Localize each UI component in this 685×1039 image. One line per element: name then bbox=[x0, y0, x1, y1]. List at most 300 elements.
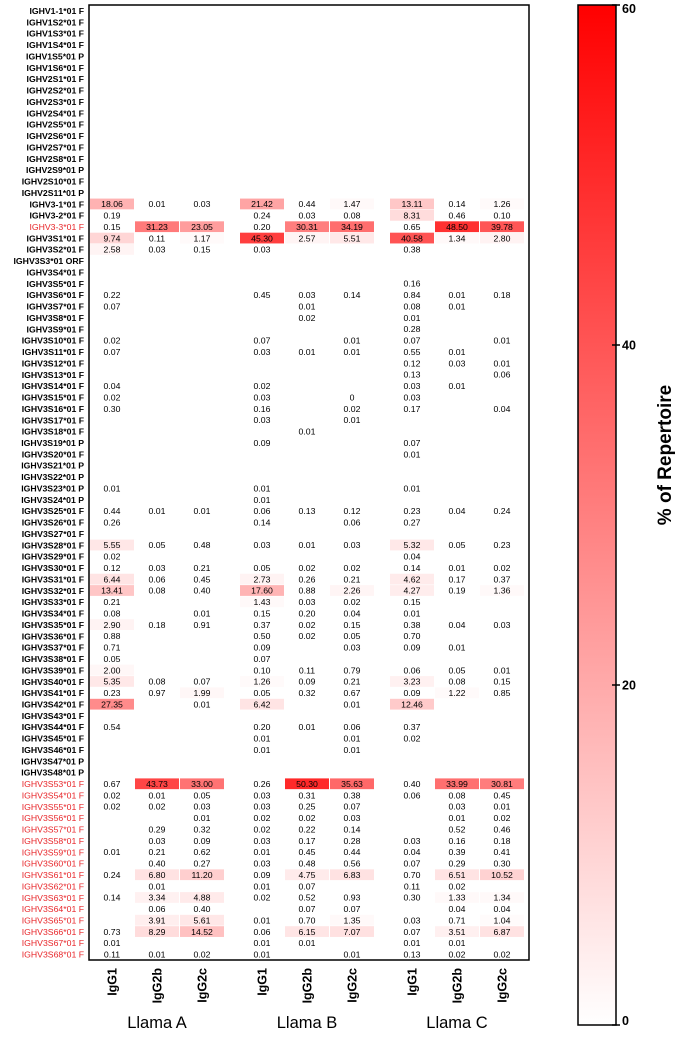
cell-value: 6.51 bbox=[448, 869, 466, 880]
cell-value: 0.03 bbox=[253, 540, 271, 551]
cell-value: 0.01 bbox=[343, 346, 361, 357]
row-label: IGHV3S38*01 F bbox=[21, 654, 84, 665]
cell-value: 0.29 bbox=[448, 858, 466, 869]
row-label: IGHV3S4*01 F bbox=[26, 267, 84, 278]
cell-value: 0.41 bbox=[493, 847, 511, 858]
cell-value: 0.38 bbox=[343, 790, 361, 801]
cell-value: 5.32 bbox=[403, 540, 421, 551]
cell-value: 3.51 bbox=[448, 926, 466, 937]
cell-value: 0.22 bbox=[298, 824, 316, 835]
row-label: IGHV3S21*01 P bbox=[21, 460, 84, 471]
colorbar bbox=[578, 2, 676, 1028]
column-label: IgG1 bbox=[405, 968, 420, 996]
cell-value: 0.02 bbox=[103, 801, 121, 812]
cell-value: 30.81 bbox=[491, 778, 513, 789]
cell-value: 0.01 bbox=[448, 642, 466, 653]
row-label: IGHV2S4*01 F bbox=[26, 108, 84, 119]
cell-value: 0.01 bbox=[403, 483, 421, 494]
column-label: IgG1 bbox=[255, 968, 270, 996]
cell-value: 0.02 bbox=[493, 562, 511, 573]
cell-value: 0.02 bbox=[448, 949, 466, 960]
column-label: IgG2b bbox=[450, 968, 465, 1004]
cell-value: 0.03 bbox=[253, 835, 271, 846]
cell-value: 0.26 bbox=[298, 574, 316, 585]
cell-value: 0.31 bbox=[298, 790, 316, 801]
cell-value: 0.01 bbox=[448, 562, 466, 573]
row-labels bbox=[14, 6, 85, 960]
row-label: IGHV3S42*01 F bbox=[21, 699, 84, 710]
cell-value: 0.03 bbox=[253, 801, 271, 812]
cell-value: 0.01 bbox=[448, 381, 466, 392]
cell-value: 0.03 bbox=[493, 619, 511, 630]
cell-value: 18.06 bbox=[101, 199, 123, 210]
row-label: IGHV1S2*01 F bbox=[26, 17, 84, 28]
cell-value: 0.04 bbox=[448, 619, 466, 630]
cell-value: 0.88 bbox=[298, 585, 316, 596]
cell-value: 0.07 bbox=[403, 926, 421, 937]
cell-value: 0.40 bbox=[193, 585, 211, 596]
cell-value: 0.26 bbox=[103, 517, 121, 528]
cell-value: 8.31 bbox=[403, 210, 421, 221]
cell-value: 0.16 bbox=[448, 835, 466, 846]
cell-value: 0.15 bbox=[103, 221, 121, 232]
cell-value: 0.12 bbox=[103, 562, 121, 573]
cell-value: 4.88 bbox=[193, 892, 211, 903]
row-label: IGHV3S22*01 P bbox=[21, 472, 84, 483]
row-label: IGHV3S61*01 F bbox=[21, 870, 84, 881]
cell-value: 0.01 bbox=[298, 426, 316, 437]
cell-value: 0.01 bbox=[448, 938, 466, 949]
cell-value: 0.84 bbox=[403, 290, 421, 301]
cell-value: 1.26 bbox=[493, 199, 511, 210]
cell-value: 0.91 bbox=[193, 619, 211, 630]
row-label: IGHV3S3*01 ORF bbox=[13, 256, 84, 267]
row-label: IGHV3S64*01 F bbox=[21, 904, 84, 915]
row-label: IGHV3S10*01 F bbox=[21, 335, 84, 346]
row-label: IGHV3S67*01 F bbox=[21, 938, 84, 949]
row-label: IGHV3S56*01 F bbox=[21, 813, 84, 824]
cell-value: 0.03 bbox=[298, 210, 316, 221]
row-label: IGHV3-2*01 F bbox=[29, 210, 84, 221]
cell-value: 0.01 bbox=[103, 483, 121, 494]
cell-value: 0.01 bbox=[148, 949, 166, 960]
cell-value: 0.03 bbox=[403, 381, 421, 392]
cell-value: 2.57 bbox=[298, 233, 316, 244]
cell-value: 0.08 bbox=[148, 676, 166, 687]
cell-value: 0.01 bbox=[448, 290, 466, 301]
cell-value: 6.80 bbox=[148, 869, 166, 880]
cell-value: 0.26 bbox=[253, 778, 271, 789]
cell-value: 0.02 bbox=[103, 790, 121, 801]
cell-value: 0.03 bbox=[253, 244, 271, 255]
cell-value: 0.01 bbox=[103, 938, 121, 949]
cell-value: 0.01 bbox=[103, 847, 121, 858]
cell-value: 0.02 bbox=[253, 824, 271, 835]
cell-value: 0.06 bbox=[148, 904, 166, 915]
cell-value: 0.09 bbox=[403, 688, 421, 699]
row-label: IGHV3S29*01 F bbox=[21, 551, 84, 562]
cell-value: 0.09 bbox=[298, 676, 316, 687]
cell-value: 0.07 bbox=[343, 904, 361, 915]
cell-value: 0.02 bbox=[298, 813, 316, 824]
cell-value: 0.02 bbox=[253, 892, 271, 903]
cell-value: 0.13 bbox=[403, 949, 421, 960]
row-label: IGHV3S9*01 F bbox=[26, 324, 84, 335]
cell-value: 0.02 bbox=[343, 597, 361, 608]
cell-value: 0.03 bbox=[298, 597, 316, 608]
cell-value: 0.16 bbox=[403, 278, 421, 289]
row-label: IGHV3S24*01 P bbox=[21, 494, 84, 505]
cell-value: 0.55 bbox=[403, 346, 421, 357]
cell-value: 0.02 bbox=[148, 801, 166, 812]
colorbar-tick-label: 40 bbox=[622, 338, 636, 353]
cell-value: 31.23 bbox=[146, 221, 168, 232]
cell-value: 0.02 bbox=[343, 403, 361, 414]
cell-value: 0.15 bbox=[493, 676, 511, 687]
cell-value: 0.02 bbox=[493, 949, 511, 960]
cell-value: 0.01 bbox=[298, 301, 316, 312]
cell-value: 0.01 bbox=[193, 608, 211, 619]
cell-value: 0.85 bbox=[493, 688, 511, 699]
cell-value: 0.23 bbox=[493, 540, 511, 551]
cell-value: 0.01 bbox=[148, 790, 166, 801]
cell-value: 0.07 bbox=[253, 653, 271, 664]
cell-value: 2.00 bbox=[103, 665, 121, 676]
cell-value: 0.09 bbox=[253, 642, 271, 653]
cell-value: 11.20 bbox=[191, 869, 213, 880]
cell-value: 0.03 bbox=[193, 801, 211, 812]
row-label: IGHV3S8*01 F bbox=[26, 312, 84, 323]
cell-value: 0.24 bbox=[253, 210, 271, 221]
cell-value: 13.41 bbox=[101, 585, 123, 596]
row-label: IGHV3S57*01 F bbox=[21, 824, 84, 835]
cell-value: 4.75 bbox=[298, 869, 316, 880]
row-label: IGHV3S32*01 F bbox=[21, 585, 84, 596]
row-label: IGHV2S10*01 F bbox=[21, 176, 84, 187]
cell-value: 0.02 bbox=[403, 733, 421, 744]
cell-value: 0.01 bbox=[448, 813, 466, 824]
cell-value: 23.05 bbox=[191, 221, 213, 232]
cell-value: 0.48 bbox=[298, 858, 316, 869]
cell-value: 0.14 bbox=[403, 562, 421, 573]
cell-value: 0.05 bbox=[253, 688, 271, 699]
cell-value: 1.43 bbox=[253, 597, 271, 608]
cell-value: 0.02 bbox=[298, 562, 316, 573]
row-label: IGHV3S33*01 F bbox=[21, 597, 84, 608]
cell-value: 1.22 bbox=[448, 688, 466, 699]
cell-value: 0.01 bbox=[403, 312, 421, 323]
cell-value: 0.04 bbox=[448, 904, 466, 915]
cell-value: 2.58 bbox=[103, 244, 121, 255]
row-label: IGHV3S35*01 F bbox=[21, 619, 84, 630]
cell-value: 0.07 bbox=[253, 335, 271, 346]
cell-value: 0.03 bbox=[148, 244, 166, 255]
cell-value: 0.03 bbox=[253, 415, 271, 426]
cell-value: 6.42 bbox=[253, 699, 271, 710]
cell-value: 0.29 bbox=[148, 824, 166, 835]
cell-value: 0.04 bbox=[103, 381, 121, 392]
cell-value: 0.45 bbox=[298, 847, 316, 858]
cell-value: 0.03 bbox=[448, 801, 466, 812]
cell-value: 0.39 bbox=[448, 847, 466, 858]
row-label: IGHV3S62*01 F bbox=[21, 881, 84, 892]
cell-value: 0.88 bbox=[103, 631, 121, 642]
cell-value: 0.07 bbox=[298, 881, 316, 892]
cell-value: 0.03 bbox=[343, 813, 361, 824]
cell-value: 0.01 bbox=[493, 801, 511, 812]
cell-value: 45.30 bbox=[251, 233, 273, 244]
row-label: IGHV1S5*01 P bbox=[26, 51, 84, 62]
cell-value: 0.20 bbox=[253, 221, 271, 232]
cell-value: 0.01 bbox=[343, 335, 361, 346]
cell-value: 0.01 bbox=[448, 346, 466, 357]
cell-value: 13.11 bbox=[401, 199, 423, 210]
cell-value: 0.07 bbox=[343, 801, 361, 812]
row-label: IGHV3S47*01 P bbox=[21, 756, 84, 767]
cell-value: 0.71 bbox=[103, 642, 121, 653]
colorbar-tick-label: 20 bbox=[622, 678, 636, 693]
cell-value: 6.83 bbox=[343, 869, 361, 880]
cell-value: 0.54 bbox=[103, 722, 121, 733]
cell-value: 0.19 bbox=[448, 585, 466, 596]
cell-value: 0.07 bbox=[103, 301, 121, 312]
cell-value: 0.52 bbox=[448, 824, 466, 835]
row-label: IGHV3-3*01 F bbox=[29, 221, 84, 232]
cell-value: 0.27 bbox=[403, 517, 421, 528]
cell-value: 12.46 bbox=[401, 699, 423, 710]
cell-value: 0.56 bbox=[343, 858, 361, 869]
cell-value: 0.18 bbox=[493, 835, 511, 846]
cell-value: 0.01 bbox=[193, 506, 211, 517]
row-label: IGHV3S55*01 F bbox=[21, 801, 84, 812]
cell-value: 0.21 bbox=[343, 574, 361, 585]
cell-value: 0.17 bbox=[448, 574, 466, 585]
cell-value: 0.04 bbox=[448, 506, 466, 517]
cell-value: 0.03 bbox=[403, 915, 421, 926]
cell-value: 0.30 bbox=[493, 858, 511, 869]
cell-value: 0.01 bbox=[448, 301, 466, 312]
cell-value: 0.05 bbox=[343, 631, 361, 642]
cell-value: 0.70 bbox=[403, 869, 421, 880]
cell-value: 2.26 bbox=[343, 585, 361, 596]
cell-value: 0.06 bbox=[343, 517, 361, 528]
cell-value: 5.35 bbox=[103, 676, 121, 687]
cell-value: 0.40 bbox=[148, 858, 166, 869]
row-label: IGHV2S11*01 P bbox=[21, 187, 84, 198]
column-label: IgG2b bbox=[150, 968, 165, 1004]
row-label: IGHV3S1*01 F bbox=[26, 233, 84, 244]
row-label: IGHV2S8*01 F bbox=[26, 153, 84, 164]
cell-value: 0.01 bbox=[193, 813, 211, 824]
column-label: IgG2c bbox=[195, 968, 210, 1003]
row-label: IGHV3S65*01 F bbox=[21, 915, 84, 926]
row-label: IGHV3S36*01 F bbox=[21, 631, 84, 642]
cell-value: 0.03 bbox=[148, 562, 166, 573]
cell-value: 0.17 bbox=[403, 403, 421, 414]
cell-value: 27.35 bbox=[101, 699, 123, 710]
row-label: IGHV2S6*01 F bbox=[26, 131, 84, 142]
cell-value: 0.08 bbox=[448, 790, 466, 801]
row-label: IGHV3S6*01 F bbox=[26, 290, 84, 301]
row-label: IGHV2S3*01 F bbox=[26, 96, 84, 107]
cell-value: 0.09 bbox=[403, 642, 421, 653]
cell-value: 0.01 bbox=[253, 744, 271, 755]
row-label: IGHV1S3*01 F bbox=[26, 28, 84, 39]
cell-value: 1.35 bbox=[343, 915, 361, 926]
cell-value: 8.29 bbox=[148, 926, 166, 937]
cell-value: 0.71 bbox=[448, 915, 466, 926]
cell-value: 0.07 bbox=[193, 676, 211, 687]
cell-value: 0.11 bbox=[103, 949, 121, 960]
cell-value: 0.03 bbox=[343, 540, 361, 551]
cell-value: 0.46 bbox=[493, 824, 511, 835]
cell-value: 0.18 bbox=[493, 290, 511, 301]
row-label: IGHV1S4*01 F bbox=[26, 40, 84, 51]
cell-value: 1.47 bbox=[343, 199, 361, 210]
row-label: IGHV3S16*01 F bbox=[21, 403, 84, 414]
row-label: IGHV3S45*01 F bbox=[21, 733, 84, 744]
row-label: IGHV1-1*01 F bbox=[29, 5, 84, 16]
group-label: Llama B bbox=[276, 1014, 338, 1032]
cell-value: 0.01 bbox=[343, 415, 361, 426]
cell-value: 0.23 bbox=[103, 688, 121, 699]
cell-value: 0.06 bbox=[343, 722, 361, 733]
cell-value: 0.01 bbox=[253, 483, 271, 494]
cell-value: 0.28 bbox=[343, 835, 361, 846]
cell-value: 0.06 bbox=[403, 790, 421, 801]
cell-value: 1.33 bbox=[448, 892, 466, 903]
cell-value: 0.28 bbox=[403, 324, 421, 335]
row-label: IGHV3S28*01 F bbox=[21, 540, 84, 551]
cell-value: 0.21 bbox=[148, 847, 166, 858]
row-label: IGHV3S48*01 P bbox=[21, 767, 84, 778]
row-label: IGHV3S14*01 F bbox=[21, 381, 84, 392]
cell-value: 0.06 bbox=[253, 926, 271, 937]
cell-value: 0.67 bbox=[103, 778, 121, 789]
cell-value: 0.03 bbox=[253, 790, 271, 801]
cell-value: 0.10 bbox=[493, 210, 511, 221]
cell-value: 2.80 bbox=[493, 233, 511, 244]
cell-value: 33.99 bbox=[446, 778, 468, 789]
cell-value: 0.05 bbox=[193, 790, 211, 801]
cell-value: 0.48 bbox=[193, 540, 211, 551]
row-label: IGHV3S34*01 F bbox=[21, 608, 84, 619]
cell-value: 0.01 bbox=[343, 699, 361, 710]
cell-value: 0.10 bbox=[253, 665, 271, 676]
cell-value: 0.11 bbox=[403, 881, 421, 892]
cell-value: 0.03 bbox=[448, 358, 466, 369]
cell-value: 0.01 bbox=[193, 699, 211, 710]
cell-value: 0.02 bbox=[298, 631, 316, 642]
colorbar-label: % of Repertoire bbox=[655, 384, 676, 526]
row-label: IGHV3S59*01 F bbox=[21, 847, 84, 858]
row-label: IGHV3S7*01 F bbox=[26, 301, 84, 312]
cell-value: 0.03 bbox=[253, 858, 271, 869]
row-label: IGHV3S17*01 F bbox=[21, 415, 84, 426]
row-label: IGHV2S5*01 F bbox=[26, 119, 84, 130]
cell-value: 17.60 bbox=[251, 585, 273, 596]
cell-value: 0.01 bbox=[493, 335, 511, 346]
row-label: IGHV3S13*01 F bbox=[21, 369, 84, 380]
row-label: IGHV3S44*01 F bbox=[21, 722, 84, 733]
cell-value: 0.06 bbox=[493, 369, 511, 380]
cell-value: 0.03 bbox=[253, 346, 271, 357]
cell-value: 0.93 bbox=[343, 892, 361, 903]
cell-value: 0.21 bbox=[343, 676, 361, 687]
cell-value: 0.01 bbox=[403, 449, 421, 460]
row-label: IGHV3S46*01 F bbox=[21, 744, 84, 755]
cell-value: 34.19 bbox=[341, 221, 363, 232]
cell-value: 0.45 bbox=[493, 790, 511, 801]
cell-value: 0.20 bbox=[298, 608, 316, 619]
row-label: IGHV2S2*01 F bbox=[26, 85, 84, 96]
cell-value: 0.01 bbox=[253, 915, 271, 926]
cell-value: 0.38 bbox=[403, 244, 421, 255]
cell-value: 0.02 bbox=[298, 312, 316, 323]
cell-value: 0.02 bbox=[298, 619, 316, 630]
column-label: IgG2c bbox=[495, 968, 510, 1003]
cell-value: 5.61 bbox=[193, 915, 211, 926]
cell-value: 0.05 bbox=[148, 540, 166, 551]
cell-value: 0.01 bbox=[148, 881, 166, 892]
row-label: IGHV3S19*01 P bbox=[21, 438, 84, 449]
cell-value: 6.87 bbox=[493, 926, 511, 937]
cell-value: 0.37 bbox=[493, 574, 511, 585]
cell-value: 50.30 bbox=[296, 778, 318, 789]
cell-value: 0.38 bbox=[403, 619, 421, 630]
cell-value: 0.01 bbox=[253, 494, 271, 505]
cell-value: 0.01 bbox=[298, 540, 316, 551]
cell-value: 0.79 bbox=[343, 665, 361, 676]
cell-value: 0.45 bbox=[253, 290, 271, 301]
row-label: IGHV3S31*01 F bbox=[21, 574, 84, 585]
row-label: IGHV3S11*01 F bbox=[22, 347, 84, 358]
cell-value: 0.02 bbox=[493, 813, 511, 824]
cell-value: 0.05 bbox=[253, 562, 271, 573]
cell-value: 0.02 bbox=[193, 949, 211, 960]
cell-value: 0.40 bbox=[403, 778, 421, 789]
cell-value: 48.50 bbox=[446, 221, 468, 232]
row-label: IGHV3S12*01 F bbox=[21, 358, 84, 369]
cell-value: 0.07 bbox=[403, 335, 421, 346]
cell-value: 0.08 bbox=[103, 608, 121, 619]
cell-value: 0.11 bbox=[148, 233, 166, 244]
cell-value: 3.34 bbox=[148, 892, 166, 903]
cell-value: 0.11 bbox=[298, 665, 316, 676]
cell-value: 0.04 bbox=[493, 904, 511, 915]
row-label: IGHV3-1*01 F bbox=[29, 199, 84, 210]
row-label: IGHV3S26*01 F bbox=[21, 517, 84, 528]
cell-value: 0.44 bbox=[343, 847, 361, 858]
cell-value: 0.01 bbox=[493, 665, 511, 676]
cell-value: 0.01 bbox=[403, 938, 421, 949]
cell-value: 5.55 bbox=[103, 540, 121, 551]
colorbar-tick-label: 60 bbox=[622, 2, 636, 16]
cell-value: 0.12 bbox=[403, 358, 421, 369]
cell-value: 0.04 bbox=[343, 608, 361, 619]
cell-value: 0.01 bbox=[343, 733, 361, 744]
cell-value: 43.73 bbox=[146, 778, 168, 789]
cell-value: 0.07 bbox=[103, 346, 121, 357]
cell-value: 0.01 bbox=[343, 744, 361, 755]
colorbar-gradient bbox=[578, 5, 616, 1025]
cell-value: 1.34 bbox=[493, 892, 511, 903]
cell-value: 40.58 bbox=[401, 233, 423, 244]
cell-value: 0.02 bbox=[253, 813, 271, 824]
cell-value: 10.52 bbox=[491, 869, 513, 880]
row-label: IGHV3S53*01 F bbox=[21, 779, 84, 790]
cell-value: 0.70 bbox=[403, 631, 421, 642]
